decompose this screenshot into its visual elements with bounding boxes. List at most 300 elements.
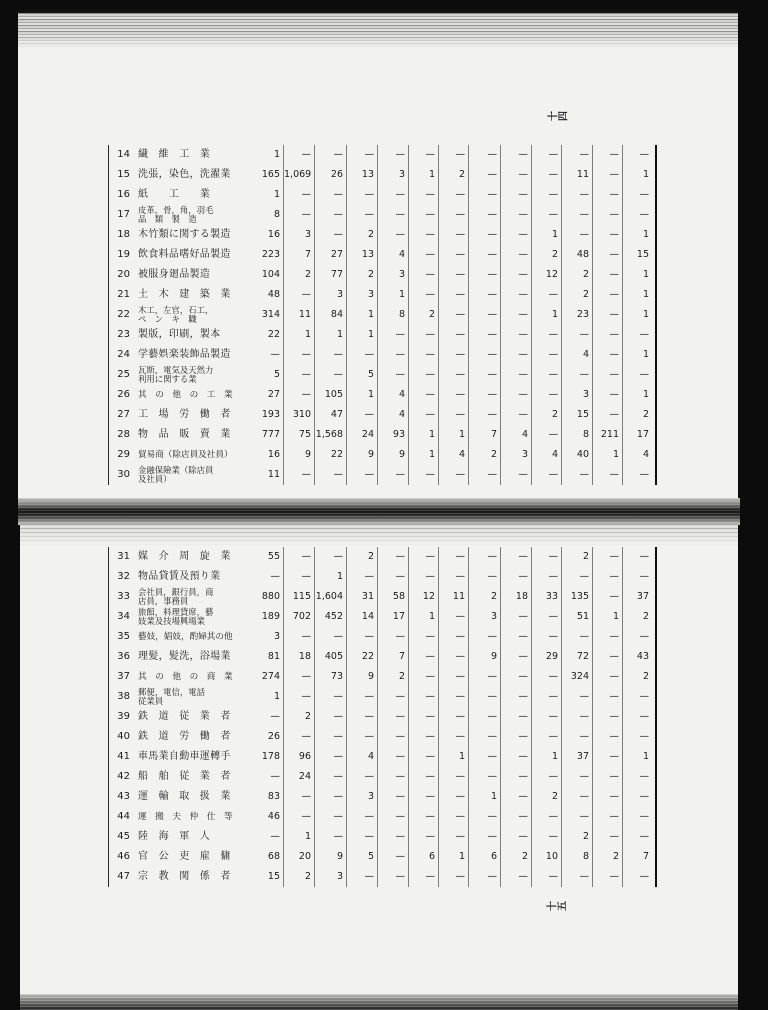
value-cell: — <box>469 265 501 285</box>
row-number: 39 <box>117 711 130 722</box>
value-cell: 17 <box>636 429 649 440</box>
occupation-label: 運 輸 取 扱 業 <box>138 791 231 802</box>
value-cell: — <box>532 687 562 707</box>
value-cell: — <box>347 807 378 827</box>
value-cell: — <box>562 205 593 225</box>
value-cell: — <box>439 205 469 225</box>
value-cell: — <box>469 405 501 425</box>
value-cell: — <box>284 807 315 827</box>
row-number: 36 <box>117 651 130 662</box>
value-cell: — <box>409 325 439 345</box>
table-row <box>109 465 655 485</box>
occupation-label: 瓦斯，電気及天然力 利用に関する業 <box>138 365 214 384</box>
value-cell: — <box>469 567 501 587</box>
value-cell: — <box>315 465 347 485</box>
value-cell: — <box>593 345 623 365</box>
table-row <box>109 325 655 345</box>
table-row <box>109 145 655 165</box>
value-cell: 2 <box>284 867 315 887</box>
occupation-label: 宗 教 関 係 者 <box>138 871 231 882</box>
value-cell: — <box>469 727 501 747</box>
value-cell: — <box>639 189 649 200</box>
value-cell: — <box>501 305 532 325</box>
value-cell: — <box>501 687 532 707</box>
value-cell: — <box>378 727 409 747</box>
value-cell: — <box>409 707 439 727</box>
value-cell: — <box>639 791 649 802</box>
value-cell: — <box>439 727 469 747</box>
value-cell: — <box>409 807 439 827</box>
value-cell: — <box>409 185 439 205</box>
value-cell: — <box>593 465 623 485</box>
value-cell: — <box>439 185 469 205</box>
value-cell: 17 <box>378 607 409 627</box>
value-cell: — <box>409 245 439 265</box>
value-cell: 178 <box>256 747 284 767</box>
value-cell: 11 <box>256 465 284 485</box>
row-number: 14 <box>117 149 130 160</box>
value-cell: 23 <box>562 305 593 325</box>
value-cell: — <box>409 747 439 767</box>
occupation-label: 鉄 道 従 業 者 <box>138 711 231 722</box>
value-cell: — <box>562 707 593 727</box>
value-cell: 4 <box>347 747 378 767</box>
value-cell: — <box>409 627 439 647</box>
value-cell: 2 <box>532 787 562 807</box>
value-cell: — <box>439 567 469 587</box>
row-number: 33 <box>117 591 130 602</box>
table-row <box>109 847 655 867</box>
value-cell: 1 <box>284 827 315 847</box>
value-cell: 13 <box>347 245 378 265</box>
value-cell: 11 <box>562 165 593 185</box>
value-cell: 6 <box>469 847 501 867</box>
value-cell: — <box>439 145 469 165</box>
occupation-label: 其 の 他 の 工 業 <box>138 390 233 400</box>
value-cell: 165 <box>256 165 284 185</box>
value-cell: — <box>593 787 623 807</box>
occupation-label: 工 場 労 働 者 <box>138 409 231 420</box>
value-cell: 1 <box>439 425 469 445</box>
value-cell: 3 <box>378 165 409 185</box>
value-cell: — <box>593 265 623 285</box>
value-cell: — <box>347 405 378 425</box>
value-cell: — <box>284 667 315 687</box>
value-cell: 33 <box>532 587 562 607</box>
value-cell: 68 <box>256 847 284 867</box>
value-cell: 2 <box>532 245 562 265</box>
value-cell: 880 <box>256 587 284 607</box>
value-cell: — <box>315 787 347 807</box>
value-cell: — <box>469 165 501 185</box>
value-cell: — <box>409 867 439 887</box>
occupation-label: 木工，左官，石工， ペ ン キ 職 <box>138 305 214 324</box>
value-cell: — <box>501 385 532 405</box>
value-cell: 26 <box>256 727 284 747</box>
value-cell: 5 <box>347 365 378 385</box>
value-cell: 115 <box>284 587 315 607</box>
value-cell: — <box>469 145 501 165</box>
value-cell: 16 <box>256 225 284 245</box>
value-cell: — <box>501 747 532 767</box>
table-row <box>109 185 655 205</box>
occupation-label: 被服身廻品製造 <box>138 269 211 280</box>
value-cell: — <box>439 787 469 807</box>
value-cell: — <box>593 165 623 185</box>
value-cell: — <box>501 325 532 345</box>
value-cell: — <box>593 747 623 767</box>
occupation-label: 洗張，染色，洗濯業 <box>138 169 231 180</box>
value-cell: — <box>256 827 284 847</box>
value-cell: 81 <box>256 647 284 667</box>
value-cell: 777 <box>256 425 284 445</box>
value-cell: — <box>469 547 501 567</box>
value-cell: — <box>501 647 532 667</box>
value-cell: 2 <box>347 265 378 285</box>
value-cell: — <box>347 767 378 787</box>
value-cell: — <box>347 707 378 727</box>
value-cell: — <box>315 225 347 245</box>
occupation-label: 飲食料品嗜好品製造 <box>138 249 231 260</box>
row-number: 19 <box>117 249 130 260</box>
value-cell: — <box>501 465 532 485</box>
value-cell: — <box>532 707 562 727</box>
value-cell: 47 <box>315 405 347 425</box>
value-cell: 84 <box>315 305 347 325</box>
occupation-label: 土 木 建 築 業 <box>138 289 231 300</box>
value-cell: — <box>347 627 378 647</box>
value-cell: — <box>378 365 409 385</box>
value-cell: — <box>347 185 378 205</box>
value-cell: — <box>593 707 623 727</box>
value-cell: 2 <box>347 547 378 567</box>
table-row <box>109 205 655 225</box>
value-cell: 9 <box>378 445 409 465</box>
value-cell: 9 <box>284 445 315 465</box>
value-cell: 104 <box>256 265 284 285</box>
value-cell: 46 <box>256 807 284 827</box>
value-cell: — <box>378 747 409 767</box>
value-cell: — <box>469 225 501 245</box>
value-cell: — <box>439 365 469 385</box>
value-cell: 2 <box>409 305 439 325</box>
row-number: 26 <box>117 389 130 400</box>
row-number: 31 <box>117 551 130 562</box>
scan-edge <box>20 994 738 1010</box>
value-cell: — <box>378 345 409 365</box>
value-cell: — <box>284 547 315 567</box>
value-cell: — <box>562 145 593 165</box>
row-number: 23 <box>117 329 130 340</box>
row-number: 35 <box>117 631 130 642</box>
value-cell: — <box>532 185 562 205</box>
value-cell: 7 <box>284 245 315 265</box>
scan-texture <box>20 524 738 546</box>
value-cell: — <box>562 325 593 345</box>
value-cell: — <box>532 607 562 627</box>
value-cell: 1 <box>532 747 562 767</box>
value-cell: — <box>532 867 562 887</box>
value-cell: — <box>469 747 501 767</box>
value-cell: — <box>501 547 532 567</box>
value-cell: — <box>501 405 532 425</box>
value-cell: — <box>501 827 532 847</box>
value-cell: — <box>409 345 439 365</box>
value-cell: 1 <box>284 325 315 345</box>
row-number: 37 <box>117 671 130 682</box>
value-cell: 12 <box>409 587 439 607</box>
value-cell: 1 <box>642 309 649 320</box>
value-cell: 2 <box>469 587 501 607</box>
occupation-label: 物品貸賃及預り業 <box>138 571 221 582</box>
value-cell: — <box>593 385 623 405</box>
value-cell: — <box>347 567 378 587</box>
value-cell: — <box>439 687 469 707</box>
value-cell: 2 <box>593 847 623 867</box>
value-cell: — <box>439 647 469 667</box>
occupation-label: 理髪，髪洗，浴場業 <box>138 651 231 662</box>
table-row <box>109 707 655 727</box>
value-cell: — <box>378 145 409 165</box>
value-cell: 2 <box>378 667 409 687</box>
value-cell: — <box>532 465 562 485</box>
table-row <box>109 787 655 807</box>
value-cell: 9 <box>315 847 347 867</box>
value-cell: 7 <box>642 851 649 862</box>
value-cell: 27 <box>256 385 284 405</box>
occupation-label: 紙 工 業 <box>138 189 211 200</box>
value-cell: — <box>378 847 409 867</box>
value-cell: 73 <box>315 667 347 687</box>
value-cell: 1 <box>593 445 623 465</box>
page-gutter <box>18 498 740 525</box>
value-cell: — <box>256 767 284 787</box>
value-cell: — <box>639 329 649 340</box>
value-cell: — <box>347 867 378 887</box>
lower-table <box>108 547 657 887</box>
value-cell: — <box>409 365 439 385</box>
value-cell: 1 <box>347 325 378 345</box>
value-cell: — <box>409 265 439 285</box>
value-cell: 3 <box>378 265 409 285</box>
value-cell: 1 <box>409 425 439 445</box>
value-cell: — <box>256 567 284 587</box>
table-row <box>109 265 655 285</box>
value-cell: 22 <box>347 647 378 667</box>
value-cell: — <box>284 787 315 807</box>
value-cell: 223 <box>256 245 284 265</box>
value-cell: — <box>409 547 439 567</box>
value-cell: 405 <box>315 647 347 667</box>
value-cell: 1 <box>256 185 284 205</box>
value-cell: 43 <box>636 651 649 662</box>
value-cell: — <box>469 867 501 887</box>
row-number: 28 <box>117 429 130 440</box>
occupation-label: 郵便，電信，電話 従業員 <box>138 687 205 706</box>
value-cell: — <box>439 867 469 887</box>
value-cell: — <box>501 727 532 747</box>
occupation-label: 会社員，銀行員，商 店員，事務員 <box>138 587 214 606</box>
value-cell: — <box>562 567 593 587</box>
value-cell: 55 <box>256 547 284 567</box>
value-cell: 3 <box>347 285 378 305</box>
value-cell: 2 <box>439 165 469 185</box>
value-cell: 15 <box>562 405 593 425</box>
value-cell: — <box>347 345 378 365</box>
value-cell: — <box>469 807 501 827</box>
table-row <box>109 345 655 365</box>
value-cell: 2 <box>562 827 593 847</box>
value-cell: 4 <box>532 445 562 465</box>
table-row <box>109 165 655 185</box>
value-cell: — <box>501 867 532 887</box>
value-cell: 193 <box>256 405 284 425</box>
value-cell: — <box>593 567 623 587</box>
value-cell: 48 <box>562 245 593 265</box>
value-cell: — <box>378 325 409 345</box>
value-cell: — <box>469 325 501 345</box>
value-cell: — <box>439 767 469 787</box>
value-cell: — <box>532 425 562 445</box>
row-number: 47 <box>117 871 130 882</box>
value-cell: 15 <box>256 867 284 887</box>
value-cell: 1 <box>593 607 623 627</box>
occupation-label: 学藝娯楽装飾品製造 <box>138 349 231 360</box>
value-cell: — <box>284 185 315 205</box>
value-cell: 1 <box>256 687 284 707</box>
value-cell: — <box>315 345 347 365</box>
value-cell: — <box>439 827 469 847</box>
value-cell: — <box>469 365 501 385</box>
table-row <box>109 305 655 325</box>
row-number: 25 <box>117 369 130 380</box>
table-row <box>109 567 655 587</box>
value-cell: — <box>409 667 439 687</box>
value-cell: — <box>501 607 532 627</box>
value-cell: 2 <box>284 265 315 285</box>
value-cell: — <box>562 687 593 707</box>
value-cell: — <box>639 571 649 582</box>
value-cell: 1 <box>532 225 562 245</box>
value-cell: — <box>378 867 409 887</box>
table-row <box>109 767 655 787</box>
value-cell: — <box>532 325 562 345</box>
value-cell: — <box>562 767 593 787</box>
row-number: 44 <box>117 811 130 822</box>
value-cell: — <box>378 807 409 827</box>
value-cell: — <box>439 245 469 265</box>
value-cell: 1,604 <box>315 587 347 607</box>
value-cell: — <box>532 345 562 365</box>
table-row <box>109 445 655 465</box>
value-cell: — <box>593 807 623 827</box>
occupation-label: 物 品 販 賣 業 <box>138 429 231 440</box>
value-cell: — <box>315 727 347 747</box>
value-cell: — <box>409 285 439 305</box>
value-cell: — <box>639 691 649 702</box>
row-number: 20 <box>117 269 130 280</box>
row-number: 43 <box>117 791 130 802</box>
value-cell: 4 <box>378 405 409 425</box>
value-cell: 1 <box>469 787 501 807</box>
value-cell: 26 <box>315 165 347 185</box>
value-cell: — <box>562 807 593 827</box>
value-cell: — <box>501 185 532 205</box>
value-cell: — <box>439 707 469 727</box>
value-cell: 83 <box>256 787 284 807</box>
occupation-label: 皮革，骨，角，羽毛 品 類 製 造 <box>138 205 214 224</box>
value-cell: 18 <box>501 587 532 607</box>
value-cell: 6 <box>409 847 439 867</box>
value-cell: 1 <box>347 305 378 325</box>
value-cell: — <box>439 385 469 405</box>
value-cell: — <box>532 667 562 687</box>
value-cell: 1 <box>642 349 649 360</box>
value-cell: — <box>315 687 347 707</box>
scan-texture <box>18 13 738 49</box>
value-cell: — <box>501 225 532 245</box>
value-cell: 2 <box>562 265 593 285</box>
value-cell: 1 <box>532 305 562 325</box>
value-cell: 3 <box>501 445 532 465</box>
value-cell: — <box>562 185 593 205</box>
value-cell: — <box>315 827 347 847</box>
value-cell: — <box>439 405 469 425</box>
value-cell: — <box>409 405 439 425</box>
row-number: 21 <box>117 289 130 300</box>
value-cell: — <box>469 305 501 325</box>
value-cell: 29 <box>532 647 562 667</box>
value-cell: 3 <box>284 225 315 245</box>
value-cell: — <box>315 185 347 205</box>
row-number: 38 <box>117 691 130 702</box>
value-cell: 10 <box>532 847 562 867</box>
value-cell: 1 <box>315 325 347 345</box>
value-cell: — <box>469 707 501 727</box>
value-cell: — <box>378 627 409 647</box>
value-cell: — <box>469 687 501 707</box>
value-cell: — <box>409 145 439 165</box>
table-row <box>109 867 655 887</box>
value-cell: 1 <box>409 165 439 185</box>
value-cell: — <box>409 465 439 485</box>
value-cell: — <box>532 205 562 225</box>
value-cell: — <box>347 727 378 747</box>
value-cell: — <box>315 707 347 727</box>
value-cell: 1 <box>409 445 439 465</box>
value-cell: — <box>439 607 469 627</box>
value-cell: 189 <box>256 607 284 627</box>
page-number-lower: 十五 <box>546 902 567 914</box>
upper-table <box>108 145 657 485</box>
row-number: 41 <box>117 751 130 762</box>
value-cell: — <box>593 867 623 887</box>
value-cell: — <box>284 285 315 305</box>
occupation-label: 媒 介 周 旋 業 <box>138 551 231 562</box>
occupation-label: 船 舶 従 業 者 <box>138 771 231 782</box>
value-cell: — <box>439 807 469 827</box>
occupation-label: 陸 海 軍 人 <box>138 831 211 842</box>
value-cell: — <box>315 767 347 787</box>
value-cell: 2 <box>642 671 649 682</box>
value-cell: 3 <box>315 285 347 305</box>
value-cell: 22 <box>315 445 347 465</box>
value-cell: 1,568 <box>315 425 347 445</box>
value-cell: — <box>639 731 649 742</box>
value-cell: 1 <box>642 289 649 300</box>
occupation-label: 其 の 他 の 商 業 <box>138 672 233 682</box>
occupation-label: 藝妓，娼妓，酌婦其の他 <box>138 632 233 642</box>
